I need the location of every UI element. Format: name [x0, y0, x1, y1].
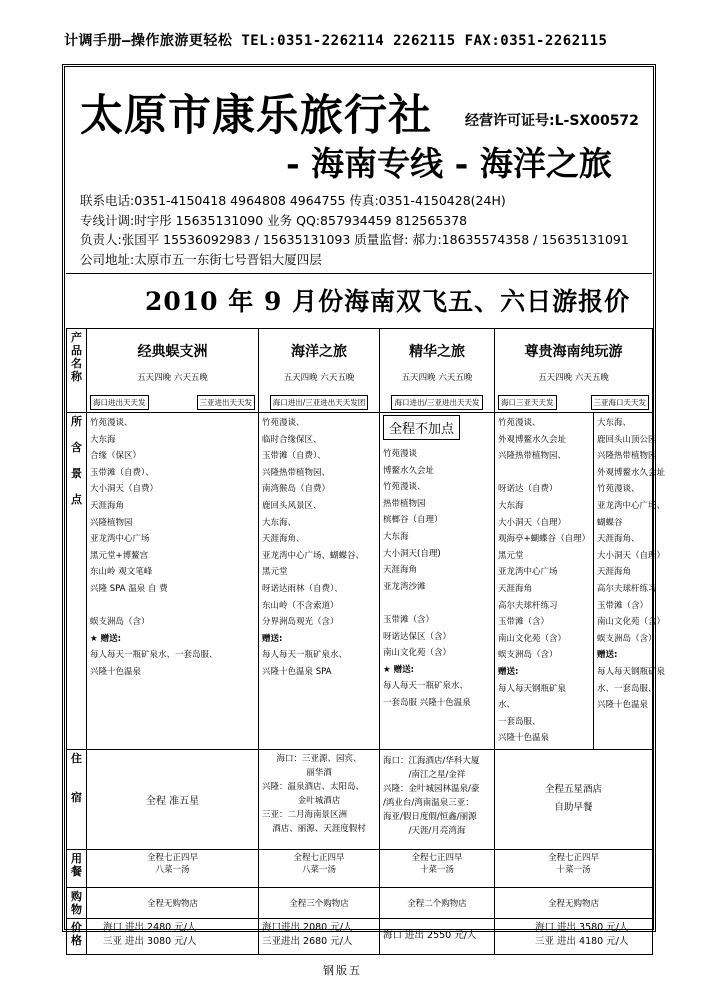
gift-title: 赠送: — [262, 633, 283, 644]
route-tag: 三亚海口天天发 — [591, 395, 650, 410]
shopping-cell: 全程三个购物店 — [259, 887, 380, 918]
sights-row — [67, 413, 653, 750]
row-label-meal: 用 餐 — [67, 849, 87, 887]
product-cell — [495, 329, 653, 413]
product-cell — [87, 329, 259, 413]
sights-cell: 竹苑漫谈、 外观博鳌水久会址 兴隆热带植物园、 呀诺达（自费） 大东海 大小洞天（自理） 观海亭+蝴蝶谷（自理） 黑元堂 亚龙湾中心广场 天涯海角 高尔夫球杆练习 玉带滩（含） 南山文化苑（含） 蜈支洲岛（含） 赠送: 每人每天钢瓶矿泉 水、 一套岛服、 兴隆十色温泉 大东海、 鹿回头山顶公园 兴隆热带植物园 外观博鳌水久会址 竹苑漫谈、 亚龙湾中心广场、 蝴蝶谷 天涯海角、 大小洞天（自理） 天涯海角 高尔夫球杆练习 玉带滩（含） 南山文化苑（含） 蜈支洲岛（含） 赠送: 每人每天钢瓶矿泉 水、一套岛服、 兴隆十色温泉 — [495, 413, 653, 750]
product-cell — [259, 329, 380, 413]
divider — [66, 273, 652, 274]
contact-block — [80, 191, 629, 269]
product-name: 经典蜈支洲 — [137, 344, 208, 360]
row-label-hotel: 住 宿 — [67, 749, 87, 849]
meal-cell: 全程七正四早 八菜一汤 — [87, 849, 259, 887]
hotel-cell: 全程 准五星 — [87, 749, 259, 849]
product-name: 尊贵海南纯玩游 — [524, 344, 623, 360]
gift-title: 赠送: — [597, 650, 618, 661]
hotel-cell: 海口：江海酒店/华科大厦 /南江之星/金祥 兴隆：金叶城园林温泉/豪 /鸿业台/湾南温泉三亚： 海亚/假日度假/恒鑫/丽源 /天涯/月亮湾海 — [380, 749, 495, 849]
hotel-row — [67, 749, 653, 849]
header-tagline: 计调手册—操作旅游更轻松 TEL:0351-2262114 2262115 FAX:0351-2262115 — [64, 33, 608, 49]
no-extra-badge: 全程不加点 — [383, 415, 460, 440]
sights-cell: 全程不加点 竹苑漫谈 博鳌水久会址 竹苑漫谈、 热带植物园 槟榔谷（自理） 大东海 大小洞天(自理) 天涯海角 亚龙湾沙滩 玉带滩（含） 呀诺达保区（含） 南山文化苑（含） ★ 赠送: 每人每天一瓶矿泉水、 一套岛服 兴隆十色温泉 — [380, 413, 495, 750]
contact-line: 专线计调:时宇彤 15635131090 业务 QQ:857934459 812565378 — [80, 212, 468, 228]
contact-line: 联系电话:0351-4150418 4964808 4964755 传真:0351-4150428(24H) — [80, 193, 506, 208]
route-tag: 海口三亚天天发 — [498, 395, 557, 410]
shopping-cell: 全程无购物店 — [495, 887, 653, 918]
price-cell: 海口进出 2080 元/人 三亚进出 2680 元/人 — [259, 918, 380, 954]
product-name: 海洋之旅 — [291, 344, 347, 360]
route-tag: 海口进出天天发 — [90, 395, 149, 410]
agency-subtitle: - 海南专线 - 海洋之旅 — [286, 144, 612, 183]
price-row — [67, 918, 653, 954]
contact-line: 负责人:张国平 15536092983 / 15635131093 质量监督: 郝力:18635574358 / 15635131091 — [80, 232, 629, 247]
page-number: 钢版五 — [323, 964, 362, 977]
route-tag: 三亚进出天天发 — [197, 395, 256, 410]
route-tag: 海口进出/三亚进出天天发 — [391, 395, 482, 410]
shopping-row — [67, 887, 653, 918]
contact-line: 公司地址:太原市五一东街七号晋铝大厦四层 — [80, 251, 322, 267]
sights-cell: 竹苑漫谈、 大东海 合缘（保区） 玉带滩（自费）、 大小洞天（自费） 天涯海角 兴隆植物园 亚龙湾中心广场 黑元堂+博鳌宫 东山岭 观文笔峰 兴隆 SPA 温泉 自 费 蜈支洲岛（含） ★ 赠送: 每人每天一瓶矿泉水、一套岛服、 兴隆十色温泉 — [87, 413, 259, 750]
product-name: 精华之旅 — [409, 344, 465, 360]
meal-cell: 全程七正四早 八菜一汤 — [259, 849, 380, 887]
tour-title: 2010 年 9 月份海南双飞五、六日游报价 — [145, 287, 631, 316]
price-cell: 海口 进出 2480 元/人 三亚 进出 3080 元/人 — [87, 918, 259, 954]
route-tag: 海口进出/三亚进出天天发团 — [270, 395, 369, 410]
shopping-cell: 全程无购物店 — [87, 887, 259, 918]
gift-title: ★ 赠送: — [90, 633, 121, 644]
row-label-price: 价 格 — [67, 918, 87, 954]
meal-cell: 全程七正四早 十菜一汤 — [380, 849, 495, 887]
meal-row — [67, 849, 653, 887]
agency-name: 太原市康乐旅行社 — [80, 91, 432, 141]
hotel-cell: 全程五星酒店 自助早餐 — [495, 749, 653, 849]
price-cell: 海口 进出 3580 元/人 三亚 进出 4180 元/人 — [495, 918, 653, 954]
meal-cell: 全程七正四早 十菜一汤 — [495, 849, 653, 887]
product-days: 五天四晚 六天五晚 — [401, 373, 473, 383]
row-label-shopping: 购 物 — [67, 887, 87, 918]
product-days: 五天四晚 六天五晚 — [538, 373, 609, 383]
product-days: 五天四晚 六天五晚 — [283, 373, 355, 383]
row-label-product: 产 品 名 称 — [67, 329, 87, 413]
row-label-sights: 所 含 景 点 — [67, 413, 87, 750]
gift-title: 赠送: — [498, 666, 519, 677]
price-cell: 海口 进出 2550 元/人 — [380, 918, 495, 954]
product-days: 五天四晚 六天五晚 — [137, 373, 208, 383]
product-cell — [380, 329, 495, 413]
shopping-cell: 全程二个购物店 — [380, 887, 495, 918]
price-table — [66, 328, 666, 955]
license-number: 经营许可证号:L-SX00572 — [465, 113, 639, 129]
product-row — [67, 329, 653, 413]
sights-cell: 竹苑漫谈、 临时合缘保区、 玉带滩（自费）、 兴隆热带植物园、 南湾猴岛（自费） 鹿回头风景区、 大东海、 天涯海角、 亚龙湾中心广场、蝴蝶谷、 黑元堂 呀诺达雨林（自费）、 东山岭（不含索道） 分界洲岛观光（含） 赠送: 每人每天一瓶矿泉水、 兴隆十色温泉 SPA — [259, 413, 380, 750]
gift-title: ★ 赠送: — [383, 664, 414, 675]
hotel-cell: 海口：三亚源、园宾、 丽华酒 兴隆：温泉酒店、太阳岛、 金叶城酒店 三亚：二月海南景区洲 酒店、丽源、天涯度假村 — [259, 749, 380, 849]
